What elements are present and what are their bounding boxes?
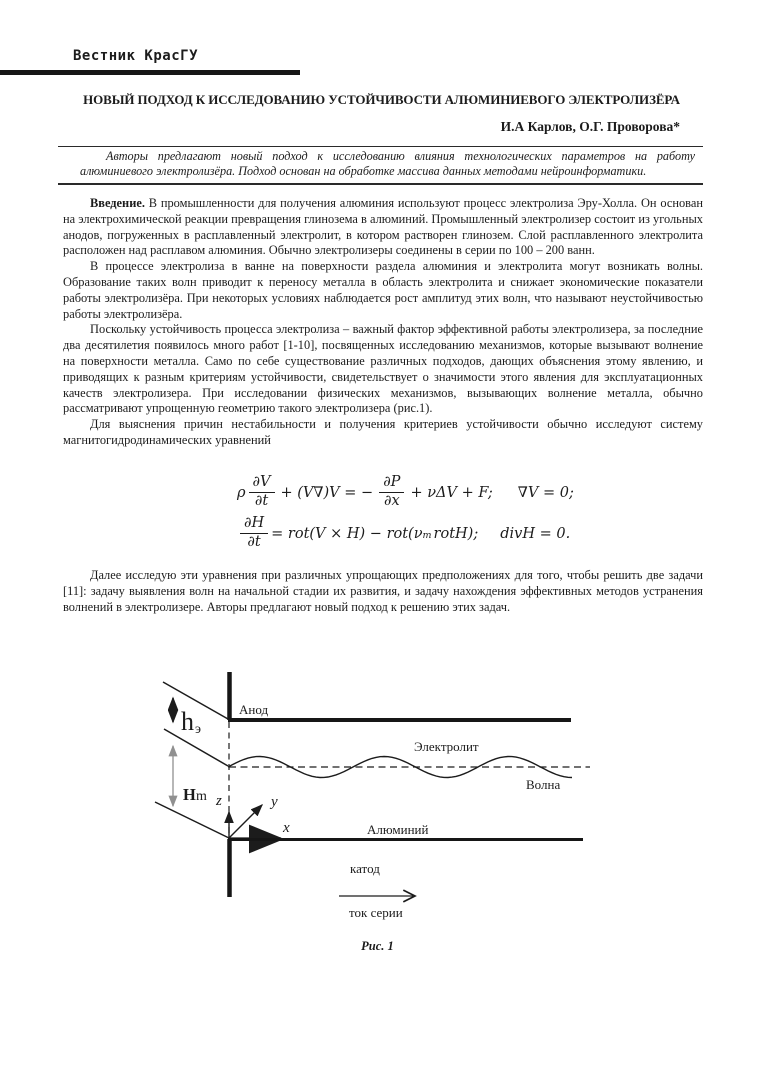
paper-title: НОВЫЙ ПОДХОД К ИССЛЕДОВАНИЮ УСТОЙЧИВОСТИ АЛЮМИНИЕВОГО ЭЛЕКТРОЛИЗЁРА bbox=[83, 92, 680, 107]
aluminium-label: Алюминий bbox=[367, 822, 429, 837]
figure-caption: Рис. 1 bbox=[361, 939, 394, 953]
eq1-rho: ρ bbox=[237, 484, 246, 501]
eq2-constraint: divH = 0. bbox=[500, 525, 571, 542]
figure-1-diagram bbox=[140, 660, 620, 930]
series-current-label: ток серии bbox=[349, 905, 403, 920]
introduction-label: Введение. bbox=[90, 196, 145, 210]
paragraph-3: Поскольку устойчивость процесса электролиза – важный фактор эффективной работы электролизера, за последние два десятилетия появилось много работ [1-10], посвященных исследованию механизмов, которые вызывают волнение на поверхности металла. Само по себе существование различных подходов, дающих объяснения этому явлению, и приводящих к разным критериям устойчивости, свидетельствует о значимости этого явления для эксплуатационных качеств электролизера. При исследовании физических механизмов, вызывающих волнение металла, обычно рассматривают упрощенную геометрию такого электролизера (рис.1). bbox=[63, 322, 703, 416]
article-body bbox=[63, 196, 703, 449]
abstract-text: Авторы предлагают новый подход к исследованию влияния технологических параметров на работу алюминиевого электролизёра. Подход основан на обработке массива данных методами нейроинформатики. bbox=[80, 149, 695, 178]
eq2-nu-subscript: m bbox=[422, 529, 432, 541]
wave-label: Волна bbox=[526, 777, 561, 792]
eq1-constraint: ∇V = 0; bbox=[517, 484, 574, 501]
paragraph-introduction bbox=[63, 196, 703, 259]
metal-height-symbol: H bbox=[183, 785, 196, 804]
eq1-fraction-dpdx: $\frac{\partial P}{\partial x}$ bbox=[379, 475, 404, 509]
mhd-equations-block bbox=[237, 472, 574, 554]
paragraph-1-text: В промышленности для получения алюминия используют процесс электролиза Эру-Холла. Он основан на электрохимической реакции превращения глинозема в алюминий. Промышленный электролизер состоит из угольных анодов, погруженных в расплавленный электролит, в котором растворен глинозем. Слой расплавленного электролита расположен над расплавом алюминия. Обычно электролизеры соединены в серии по 100 – 200 ванн. bbox=[63, 196, 703, 258]
journal-name: Вестник КрасГУ bbox=[73, 48, 199, 64]
paragraph-4: Для выяснения причин нестабильности и получения критериев устойчивости обычно исследуют систему магнитогидродинамических уравнений bbox=[63, 417, 703, 447]
authors-line: И.А Карлов, О.Г. Проворова* bbox=[500, 119, 680, 134]
electrolyte-height-symbol: h bbox=[181, 707, 194, 736]
y-axis-label: y bbox=[271, 794, 278, 810]
y-axis-arrow bbox=[229, 805, 262, 838]
electrolyte-label: Электролит bbox=[414, 739, 479, 754]
metal-height-subscript: m bbox=[196, 789, 207, 804]
eq2-fraction-dhdt: $\frac{\partial H}{\partial t}$ bbox=[240, 516, 268, 550]
eq1-middle: + (V∇)V = − bbox=[280, 484, 374, 501]
header-rule bbox=[0, 70, 300, 75]
paragraph-2: В процессе электролиза в ванне на поверхности раздела алюминия и электролита могут возникать волны. Образование таких волн приводит к переносу металла в область электролита и снижает экономические показатели работы электролизёра. При некоторых условиях наблюдается рост амплитуд этих волн, что называют неустойчивостью работы электролизёра. bbox=[63, 259, 703, 321]
x-axis-label: x bbox=[283, 820, 290, 836]
paragraph-5: Далее исследую эти уравнения при различных упрощающих предположениях для того, чтобы решить две задачи [11]: задачу выявления волн на начальной стадии их развития, и задачу нахождения эффективных методов устранения волнений в электролизере. Авторы предлагают новый подход к решению этих задач. bbox=[63, 568, 703, 614]
cathode-label: катод bbox=[350, 861, 380, 876]
anode-label: Анод bbox=[239, 702, 269, 717]
abstract-block bbox=[58, 146, 703, 185]
eq1-after: + νΔV + F; bbox=[410, 484, 493, 501]
article-body-continued bbox=[63, 568, 703, 615]
equation-2 bbox=[237, 513, 574, 554]
z-axis-label: z bbox=[216, 793, 222, 809]
equation-1 bbox=[237, 472, 574, 513]
eq1-fraction-dvdt: $\frac{\partial V}{\partial t}$ bbox=[249, 475, 275, 509]
eq2-rhs: = rot(V × H) − rot(ν m rotH); bbox=[271, 525, 479, 542]
electrolyte-height-subscript: э bbox=[195, 722, 202, 737]
